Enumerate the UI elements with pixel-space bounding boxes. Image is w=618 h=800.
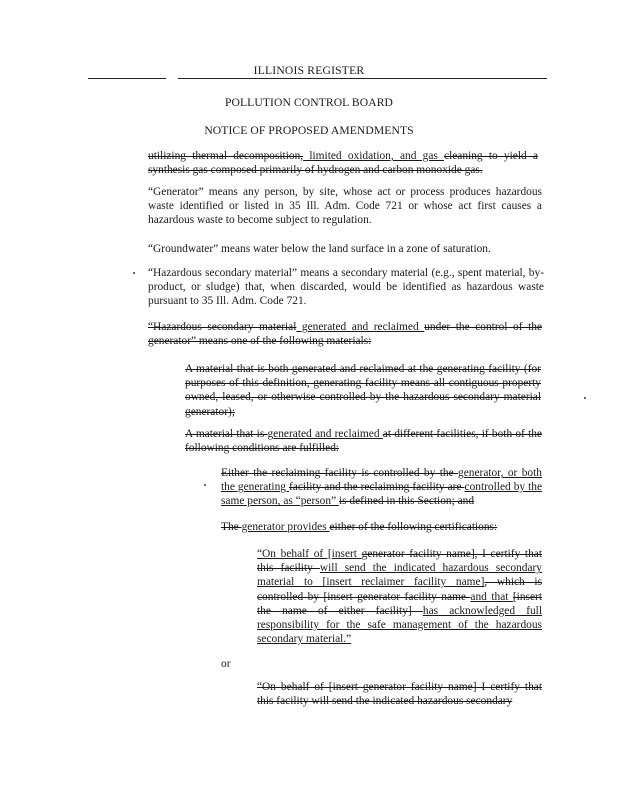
struck-text: , which is controlled by [insert generator facility name bbox=[257, 576, 542, 603]
definition-text: “Generator” means any person, by site, whose act or process produces hazardous waste identified or listed in 35 Ill. Adm. Code 721 or whose act first causes a hazardous waste to become subject to regulation. bbox=[148, 186, 542, 227]
underlined-text: generated and reclaimed bbox=[267, 428, 383, 440]
struck-text: under the control of the generator” means one of the following materials: bbox=[148, 321, 542, 348]
underlined-text: generated and reclaimed bbox=[296, 321, 425, 333]
underlined-text: the hazardous secondary material.” bbox=[257, 619, 542, 646]
struck-text: “Hazardous secondary material bbox=[148, 321, 297, 333]
struck-text: “On behalf of [insert generator facility name] I certify that this facility bbox=[257, 681, 542, 708]
paragraph-certification-condition bbox=[221, 520, 542, 534]
paragraph-groundwater-definition bbox=[148, 242, 542, 256]
struck-text: ], I certify that this facility bbox=[257, 548, 542, 575]
definition-text: “Hazardous secondary material” means a secondary material (e.g., spent material, by-product, or sludge) that, when discarded, would be identified as hazardous waste pursuant to 35 Ill. Adm. Code 721. bbox=[148, 267, 544, 308]
struck-text: generator facility name bbox=[361, 548, 471, 560]
definition-text: “Groundwater” means water below the land surface in a zone of saturation. bbox=[148, 243, 491, 255]
paragraph-generated-and-reclaimed-definition bbox=[148, 320, 542, 348]
struck-text: cleaning to yield a synthesis gas composed primarily of hydrogen and carbon monoxide gas. bbox=[148, 150, 538, 177]
register-title: ILLINOIS REGISTER bbox=[253, 64, 365, 77]
underlined-text: “On behalf of [insert bbox=[257, 548, 362, 560]
underlined-text: generator, or both the generating bbox=[221, 467, 542, 494]
struck-text: A material that is both generated and reclaimed at the generating facility bbox=[185, 363, 521, 375]
struck-text: A material that is bbox=[185, 428, 268, 440]
struck-text: [insert the name of either facility] bbox=[257, 590, 542, 617]
scan-speck bbox=[584, 397, 586, 399]
notice-title: NOTICE OF PROPOSED AMENDMENTS bbox=[204, 124, 414, 137]
struck-text: The bbox=[221, 521, 242, 533]
scan-speck bbox=[204, 484, 206, 486]
paragraph-hazardous-secondary-material-definition bbox=[148, 266, 544, 309]
underlined-text: [insert reclaimer facility name] bbox=[322, 576, 485, 589]
underlined-text: will send the indicated hazardous secondary material to bbox=[257, 562, 542, 589]
underlined-text: has acknowledged full responsibility for the safe management of bbox=[257, 604, 543, 632]
underlined-text: limited oxidation, and gas bbox=[303, 150, 445, 162]
struck-text: is defined in this Section; and bbox=[338, 495, 475, 508]
or-text: or bbox=[221, 658, 231, 670]
paragraph-gasification-continued bbox=[148, 149, 538, 177]
struck-text: Either the reclaiming facility is controlled by the bbox=[221, 467, 459, 479]
scan-speck bbox=[133, 272, 135, 274]
struck-text: utilizing thermal decomposition, bbox=[148, 150, 304, 162]
underlined-text: generator provides bbox=[241, 521, 330, 533]
struck-text: at different facilities, if both of the following conditions are fulfilled: bbox=[185, 428, 542, 455]
certification-quote-first bbox=[257, 547, 542, 646]
underlined-text: and that bbox=[470, 590, 513, 603]
struck-text: will send the indicated hazardous secondary bbox=[311, 695, 513, 708]
paragraph-generator-definition bbox=[148, 185, 542, 228]
board-title: POLLUTION CONTROL BOARD bbox=[224, 96, 394, 109]
paragraph-controlled-facility-condition bbox=[221, 466, 542, 509]
underlined-text: controlled by the same person, as “person” bbox=[221, 481, 543, 508]
or-connector bbox=[221, 657, 261, 671]
paragraph-different-facilities bbox=[185, 427, 542, 455]
struck-text: either of the following certifications: bbox=[329, 521, 498, 533]
struck-text: facility and the reclaiming facility are bbox=[289, 481, 465, 494]
struck-text: (for purposes of this definition, generating facility means all contiguous property owned, leased, or otherwise controlled by the hazardous secondary material generator); bbox=[185, 363, 541, 418]
paragraph-same-facility bbox=[185, 362, 541, 419]
certification-quote-second bbox=[257, 680, 542, 708]
